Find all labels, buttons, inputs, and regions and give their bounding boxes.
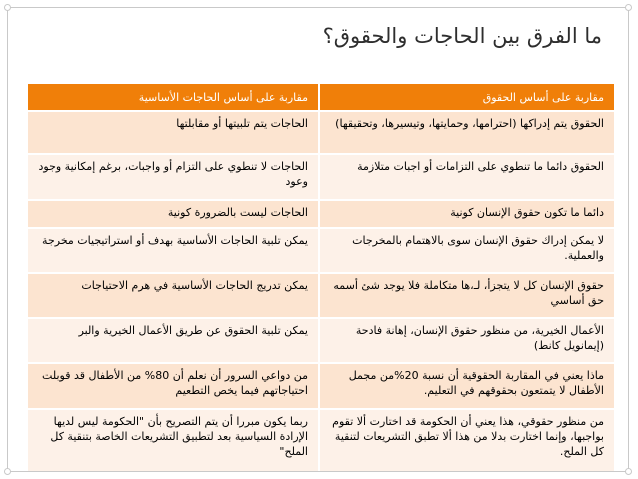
corner-ornament bbox=[4, 4, 11, 11]
table-row bbox=[28, 273, 614, 318]
table-row bbox=[28, 363, 614, 409]
rights-cell: ماذا يعني في المقاربة الحقوقية أن نسبة 20%من مجمل الأطفال لا يتمتعون بحقوقهم في التعليم. bbox=[319, 363, 614, 409]
rights-cell: من منظور حقوقي، هذا يعني أن الحكومة قد اختارت ألا تقوم بواجبها، وإنما اختارت بدلا من هذا ألا تطبق التشريعات لتنقية كل الملح. bbox=[319, 409, 614, 471]
needs-cell: الحاجات لا تنطوي على التزام أو واجبات، برغم إمكانية وجود وعود bbox=[28, 154, 319, 200]
rights-cell: لا يمكن إدراك حقوق الإنسان سوى بالاهتمام بالمخرجات والعملية. bbox=[319, 228, 614, 273]
header-rights: مقاربة على أساس الحقوق bbox=[319, 84, 614, 111]
needs-cell: الحاجات ليست بالضرورة كونية bbox=[28, 200, 319, 228]
comparison-table bbox=[28, 84, 614, 471]
corner-ornament bbox=[4, 468, 11, 475]
needs-cell: يمكن تلبية الحقوق عن طريق الأعمال الخيرية والبر bbox=[28, 318, 319, 363]
slide-title: ما الفرق بين الحاجات والحقوق؟ bbox=[322, 24, 602, 48]
table-header-row bbox=[28, 84, 614, 111]
rights-cell: الحقوق يتم إدراكها (احترامها، وحمايتها، وتيسيرها، وتحقيقها) bbox=[319, 111, 614, 154]
table-row bbox=[28, 154, 614, 200]
table-row bbox=[28, 318, 614, 363]
corner-ornament bbox=[625, 468, 632, 475]
rights-cell: الأعمال الخيرية، من منظور حقوق الإنسان، إهانة فادحة (إيمانويل كانط) bbox=[319, 318, 614, 363]
needs-cell: يمكن تدريج الحاجات الأساسية في هرم الاحتياجات bbox=[28, 273, 319, 318]
rights-cell: دائما ما تكون حقوق الإنسان كونية bbox=[319, 200, 614, 228]
table-row bbox=[28, 409, 614, 471]
table-row bbox=[28, 111, 614, 154]
table-row bbox=[28, 200, 614, 228]
table-row bbox=[28, 228, 614, 273]
rights-cell: الحقوق دائما ما تنطوي على التزامات أو اجبات متلازمة bbox=[319, 154, 614, 200]
header-needs: مقاربة على أساس الحاجات الأساسية bbox=[28, 84, 319, 111]
rights-cell: حقوق الإنسان كل لا يتجزأ، لـ،ها متكاملة فلا يوجد شئ أسمه حق أساسي bbox=[319, 273, 614, 318]
needs-cell: من دواعي السرور أن نعلم أن 80% من الأطفال قد قوبلت احتياجاتهم فيما يخص التطعيم bbox=[28, 363, 319, 409]
needs-cell: الحاجات يتم تلبيتها أو مقابلتها bbox=[28, 111, 319, 154]
corner-ornament bbox=[625, 4, 632, 11]
needs-cell: ربما يكون مبررا أن يتم التصريح بأن "الحكومة ليس لديها الإرادة السياسية بعد لتطبيق التشريعات الخاصة بتنقية كل الملح" bbox=[28, 409, 319, 471]
needs-cell: يمكن تلبية الحاجات الأساسية بهدف أو استراتيجيات مخرجة bbox=[28, 228, 319, 273]
